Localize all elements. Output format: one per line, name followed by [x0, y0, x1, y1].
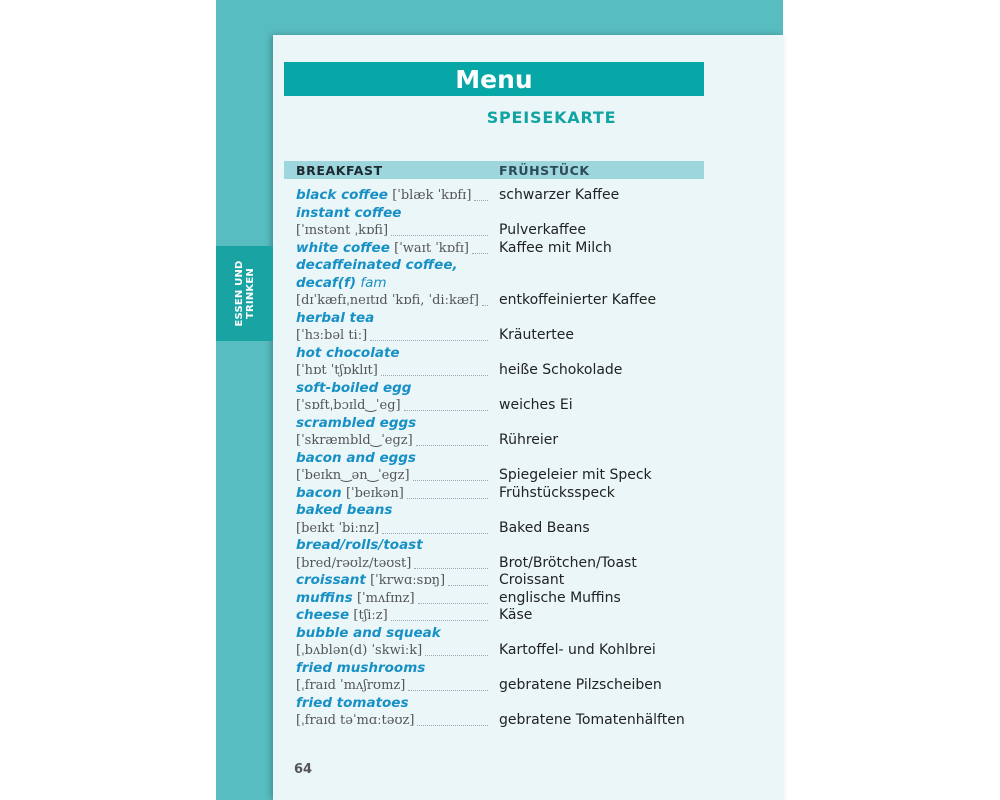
english-entry	[296, 310, 374, 328]
dotted-leader	[448, 585, 488, 586]
pronunciation: [beɪkt ˈbiːnz]	[296, 520, 380, 536]
german-translation: gebratene Tomatenhälften	[499, 712, 685, 728]
vocab-line	[0, 520, 1000, 538]
pronunciation: [ˈbeɪkn‿ən‿ˈegz]	[296, 468, 410, 483]
german-translation: Spiegeleier mit Speck	[499, 467, 652, 483]
english-term: bubble and squeak	[296, 624, 441, 641]
section-header	[284, 161, 704, 179]
vocab-line	[0, 397, 1000, 415]
dotted-leader	[413, 480, 488, 481]
pronunciation: [ˈhɒt ˈtʃɒklɪt]	[296, 363, 378, 378]
english-term: bread/rolls/toast	[296, 537, 423, 553]
usage-note: fam	[360, 274, 387, 291]
dotted-leader	[382, 533, 488, 534]
vocab-line	[0, 625, 1000, 643]
pronunciation: [ˈkrwɑːsɒŋ]	[370, 573, 446, 588]
german-translation: gebratene Pilzscheiben	[499, 677, 662, 693]
german-translation: Baked Beans	[499, 519, 590, 536]
dotted-leader	[391, 235, 488, 236]
english-entry	[296, 537, 423, 555]
english-term: soft-boiled egg	[296, 379, 412, 396]
german-translation: Kaffee mit Milch	[499, 239, 612, 256]
english-term: herbal tea	[296, 309, 375, 326]
vocab-line	[0, 642, 1000, 660]
vocab-line	[0, 502, 1000, 520]
german-translation: Käse	[499, 607, 533, 623]
english-entry	[296, 257, 458, 275]
english-term: black coffee	[296, 187, 388, 203]
section-tab-line-1: ESSEN UND	[233, 260, 245, 327]
english-entry	[296, 222, 388, 240]
vocab-line	[0, 362, 1000, 380]
german-translation: heiße Schokolade	[499, 362, 623, 378]
english-entry	[296, 240, 469, 258]
english-term: bacon and eggs	[296, 449, 416, 466]
english-term: cheese	[296, 607, 350, 623]
header-german: FRÜHSTÜCK	[499, 163, 590, 178]
english-entry	[296, 345, 400, 363]
english-term: fried mushrooms	[296, 659, 426, 676]
vocab-line	[0, 712, 1000, 730]
page-number: 64	[294, 762, 313, 777]
english-entry	[296, 450, 416, 468]
menu-subtitle: SPEISEKARTE	[486, 108, 617, 127]
vocab-line	[0, 660, 1000, 678]
vocab-line	[0, 555, 1000, 573]
english-entry	[296, 695, 409, 713]
dotted-leader	[472, 253, 488, 254]
dotted-leader	[391, 620, 488, 621]
section-tab-line-2: TRINKEN	[244, 268, 256, 319]
dotted-leader	[418, 603, 488, 604]
english-entry	[296, 432, 413, 450]
english-entry	[296, 625, 441, 643]
vocab-line	[0, 380, 1000, 398]
vocab-line	[0, 222, 1000, 240]
english-term: croissant	[296, 572, 366, 588]
pronunciation: [ˈɪnstənt ˌkɒfi]	[296, 223, 389, 238]
english-term: baked beans	[296, 502, 393, 518]
english-entry	[296, 520, 379, 538]
english-entry	[296, 327, 367, 345]
german-translation: Frühstücksspeck	[499, 484, 615, 501]
pronunciation: [ˈmʌfɪnz]	[356, 590, 415, 606]
english-term: instant coffee	[296, 204, 402, 221]
english-entry	[296, 205, 401, 223]
german-translation: entkoffeinierter Kaffee	[499, 292, 657, 308]
german-translation: Kartoffel- und Kohlbrei	[499, 642, 656, 658]
vocab-line	[0, 467, 1000, 485]
vocab-line	[0, 292, 1000, 310]
pronunciation: [dɪˈkæfɪˌneɪtɪd ˈkɒfi, ˈdiːkæf]	[296, 293, 479, 308]
vocab-line	[0, 450, 1000, 468]
vocab-line	[0, 240, 1000, 258]
english-entry	[296, 292, 479, 310]
english-entry	[296, 712, 414, 730]
header-english: BREAKFAST	[296, 163, 383, 178]
vocab-line	[0, 275, 1000, 293]
english-entry	[296, 397, 401, 415]
vocab-line	[0, 607, 1000, 625]
english-term: decaf(f)	[296, 274, 357, 291]
pronunciation: [bred/rəʊlz/təʊst]	[296, 555, 412, 571]
german-translation: englische Muffins	[499, 589, 621, 606]
german-translation: Pulverkaffee	[499, 222, 586, 238]
menu-title: Menu	[284, 62, 704, 96]
vocab-line	[0, 415, 1000, 433]
english-entry	[296, 572, 445, 590]
pronunciation: [ˈbeɪkən]	[345, 485, 404, 501]
english-entry	[296, 502, 392, 520]
dotted-leader	[474, 200, 488, 201]
english-term: fried tomatoes	[296, 694, 409, 711]
vocab-line	[0, 310, 1000, 328]
english-entry	[296, 677, 405, 695]
pronunciation: [ˈsɒftˌbɔɪld‿ˈeg]	[296, 398, 401, 413]
vocab-line	[0, 432, 1000, 450]
english-term: scrambled eggs	[296, 414, 417, 431]
dotted-leader	[408, 690, 488, 691]
pronunciation: [ˌfraɪd ˈmʌʃrʊmz]	[296, 678, 406, 693]
english-entry	[296, 380, 411, 398]
english-entry	[296, 362, 378, 380]
english-entry	[296, 467, 410, 485]
dotted-leader	[381, 375, 488, 376]
pronunciation: [ˌfraɪd təˈmɑːtəʊz]	[296, 713, 415, 728]
pronunciation: [ˌbʌblən(d) ˈskwiːk]	[296, 643, 423, 658]
english-term: bacon	[296, 484, 342, 501]
dotted-leader	[407, 498, 488, 499]
german-translation: Kräutertee	[499, 327, 574, 343]
german-translation: Rühreier	[499, 432, 559, 448]
german-translation: Brot/Brötchen/Toast	[499, 554, 637, 571]
dotted-leader	[482, 305, 488, 306]
english-entry	[296, 607, 388, 625]
vocab-line	[0, 187, 1000, 205]
german-translation: Croissant	[499, 572, 565, 588]
vocabulary-list	[0, 187, 1000, 730]
english-entry	[296, 415, 416, 433]
english-term: hot chocolate	[296, 344, 400, 361]
vocab-line	[0, 205, 1000, 223]
pronunciation: [ˈblæk ˈkɒfɪ]	[392, 188, 472, 203]
vocab-line	[0, 677, 1000, 695]
pronunciation: [tʃiːz]	[353, 608, 388, 623]
dotted-leader	[417, 725, 488, 726]
english-entry	[296, 590, 415, 608]
dotted-leader	[425, 655, 488, 656]
german-translation: schwarzer Kaffee	[499, 187, 620, 203]
dotted-leader	[404, 410, 488, 411]
english-entry	[296, 187, 471, 205]
vocab-line	[0, 257, 1000, 275]
vocab-line	[0, 590, 1000, 608]
vocab-line	[0, 485, 1000, 503]
german-translation: weiches Ei	[499, 397, 573, 413]
vocab-line	[0, 695, 1000, 713]
dotted-leader	[414, 568, 488, 569]
english-term: white coffee	[296, 239, 390, 256]
english-term: muffins	[296, 589, 353, 606]
dotted-leader	[370, 340, 488, 341]
vocab-line	[0, 572, 1000, 590]
english-entry	[296, 555, 411, 573]
english-entry	[296, 642, 422, 660]
english-entry	[296, 485, 404, 503]
vocab-line	[0, 537, 1000, 555]
english-entry	[296, 660, 425, 678]
vocab-line	[0, 327, 1000, 345]
english-term: decaffeinated coffee,	[296, 257, 458, 273]
pronunciation: [ˈwaɪt ˈkɒfɪ]	[394, 240, 470, 256]
dotted-leader	[416, 445, 488, 446]
pronunciation: [ˈhɜːbəl tiː]	[296, 328, 368, 343]
english-entry	[296, 275, 387, 293]
pronunciation: [ˈskræmbld‿ˈegz]	[296, 433, 413, 448]
vocab-line	[0, 345, 1000, 363]
